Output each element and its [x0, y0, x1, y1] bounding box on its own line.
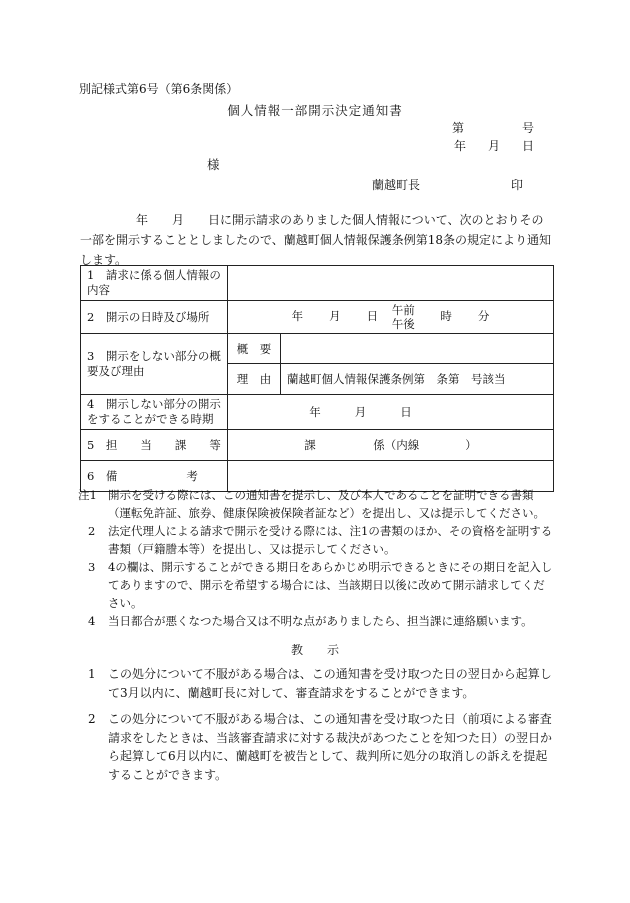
note-text: 法定代理人による請求で開示を受ける際には、注1の書類のほか、その資格を証明する書類（戸籍謄本等）を提出し、又は提示してください。	[108, 524, 553, 556]
disclosable-time-label: 4 開示しない部分の開示をすることができる時期	[81, 395, 228, 430]
reason-value: 蘭越町個人情報保護条例第 条第 号該当	[281, 364, 554, 395]
instruction-number: 1	[88, 667, 96, 681]
table-row	[81, 301, 554, 334]
dt4-year: 年	[309, 405, 321, 419]
dt4-month: 月	[354, 405, 367, 419]
am-pm-selector	[392, 303, 415, 331]
issuer-name: 蘭越町長	[372, 178, 421, 192]
intro-paragraph	[80, 210, 554, 270]
dt-minute: 分	[477, 309, 490, 323]
intro-body: 日に開示請求のありました個人情報について、次のとおりその一部を開示することとしましたので、蘭越町個人情報保護条例第18条の規定により通知します。	[80, 213, 552, 267]
disclosure-datetime-label: 2 開示の日時及び場所	[81, 301, 228, 334]
instruction-item	[88, 710, 556, 784]
document-date-line	[454, 137, 534, 154]
note-text: 開示を受ける際には、この通知書を提示し、及び本人であることを証明できる書類（運転免許証、旅券、健康保険被保険者証など）を提出し、又は提示してください。	[108, 488, 545, 520]
note-item	[88, 522, 556, 558]
note-text: 当日都合が悪くなつた場合又は不明な点がありましたら、担当課に連絡願います。	[108, 614, 533, 628]
requested-info-label: 1 請求に係る個人情報の内容	[81, 266, 228, 301]
instruction-text: この処分について不服がある場合は、この通知書を受け取つた日（前項による審査請求をしたときは、当該審査請求に対する裁決があつたことを知つた日）の翌日から起算して6月以内に、蘭越町を被告として、裁判所に処分の取消しの訴えを提起することができます。	[108, 712, 553, 782]
disclosable-time-value	[228, 395, 554, 430]
instruction-section	[88, 665, 556, 792]
summary-value	[281, 334, 554, 364]
table-row	[81, 334, 554, 364]
dt-month: 月	[329, 309, 341, 323]
note-number: 3	[88, 560, 96, 574]
note-text: 4の欄は、開示することができる期日をあらかじめ明示できるときにその期日を記入してありますので、開示を希望する場合には、当該期日以後に改めて開示請求してください。	[108, 560, 553, 610]
instruction-number: 2	[88, 712, 96, 726]
number-prefix: 第	[451, 121, 464, 135]
document-title: 個人情報一部開示決定通知書	[227, 103, 403, 118]
remarks-label: 6 備 考	[81, 461, 228, 492]
nondisclosure-label: 3 開示をしない部分の概要及び理由	[81, 334, 228, 395]
note-number: 注1	[78, 488, 97, 502]
intro-month: 月	[172, 213, 185, 227]
requested-info-value	[228, 266, 554, 301]
note-item	[88, 558, 556, 612]
table-row	[81, 430, 554, 461]
date-year: 年	[453, 139, 466, 153]
note-item	[88, 612, 556, 630]
seal-mark: 印	[511, 178, 524, 192]
instruction-item	[88, 665, 556, 702]
note-number: 2	[88, 524, 96, 538]
note-number: 4	[88, 614, 96, 628]
date-month: 月	[487, 139, 500, 153]
reason-label: 理 由	[228, 364, 281, 395]
addressee: 様	[207, 157, 220, 172]
table-row	[81, 395, 554, 430]
form-identifier: 別記様式第6号（第6条関係）	[79, 82, 239, 96]
pm-label: 午後	[391, 317, 415, 331]
date-day: 日	[521, 139, 534, 153]
notes-section	[78, 486, 556, 630]
intro-year: 年	[136, 213, 149, 227]
am-label: 午前	[391, 303, 415, 317]
dt-day: 日	[366, 309, 379, 323]
dt-hour: 時	[440, 309, 452, 323]
disclosure-info-table	[80, 265, 554, 492]
summary-label: 概 要	[228, 334, 281, 364]
dt-year: 年	[291, 309, 304, 323]
department-value: 課 係（内線 ）	[228, 430, 554, 461]
disclosure-datetime-value	[228, 301, 554, 334]
instruction-text: この処分について不服がある場合は、この通知書を受け取つた日の翌日から起算して3月以内に、蘭越町長に対して、審査請求をすることができます。	[108, 667, 552, 700]
instruction-title: 教 示	[290, 643, 339, 657]
note-item	[78, 486, 556, 522]
number-suffix: 号	[521, 121, 534, 135]
table-row	[81, 266, 554, 301]
document-number-line	[452, 119, 534, 136]
dt4-day: 日	[400, 405, 412, 419]
department-label: 5 担 当 課 等	[81, 430, 228, 461]
